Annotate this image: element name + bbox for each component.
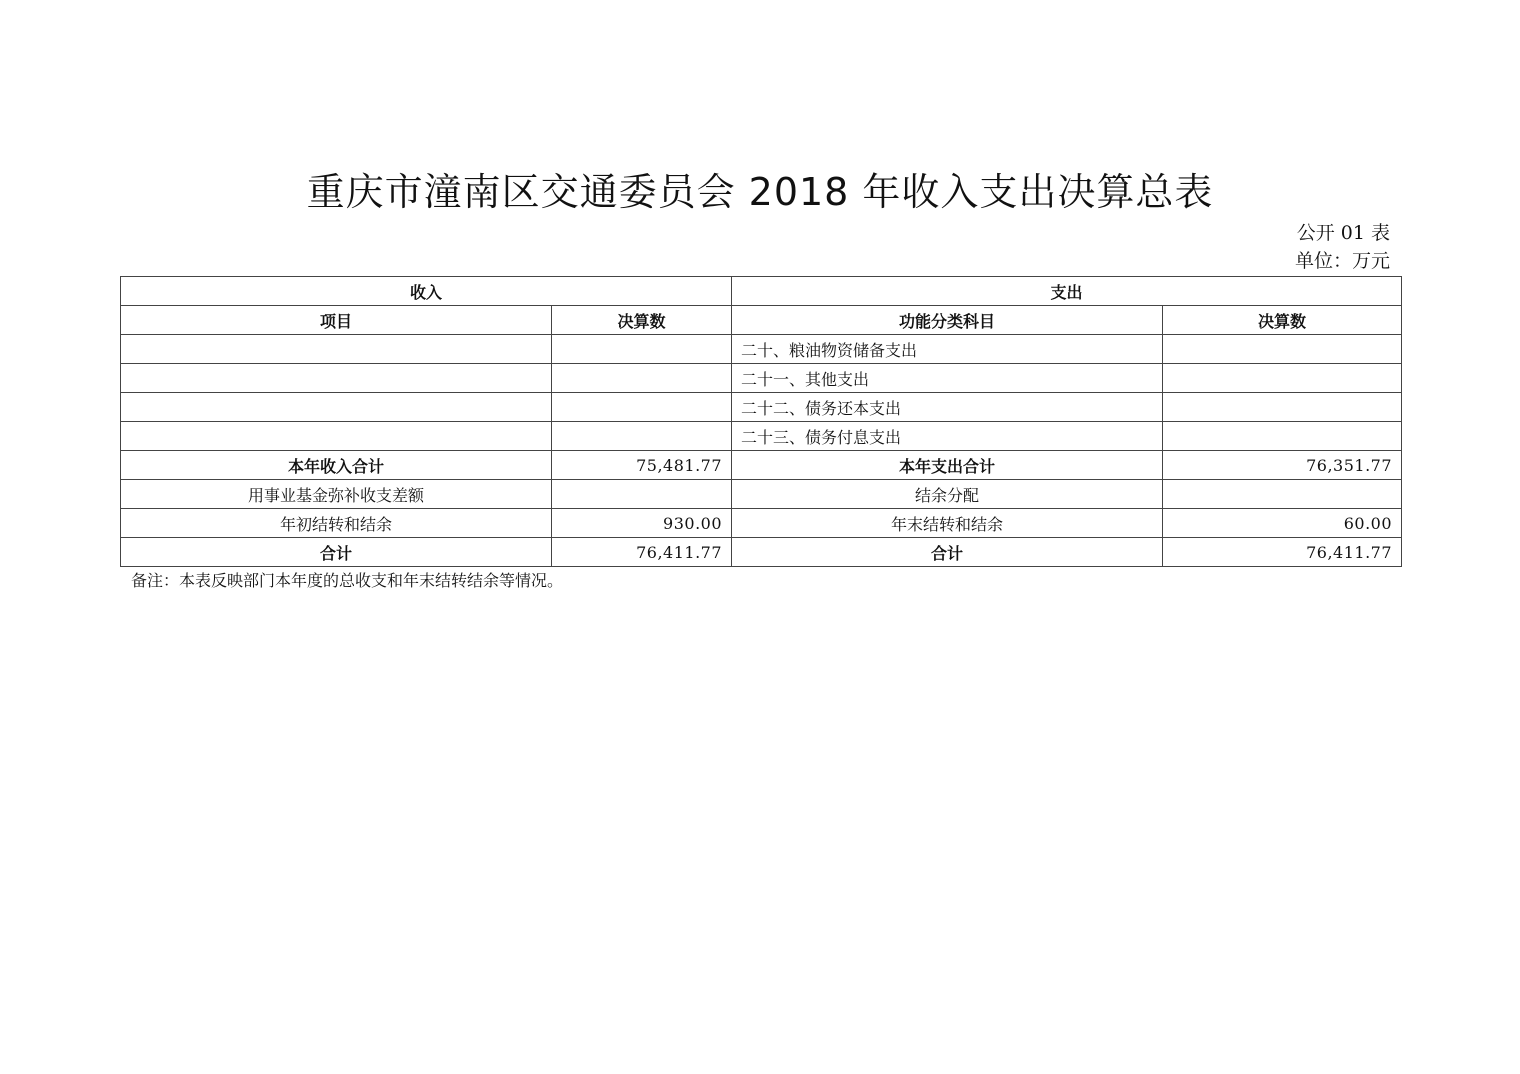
page-title: 重庆市潼南区交通委员会 2018 年收入支出决算总表 bbox=[306, 170, 1214, 214]
table-row bbox=[121, 364, 1402, 393]
income-expense-table bbox=[120, 276, 1402, 567]
fund-row bbox=[121, 480, 1402, 509]
fund-value bbox=[552, 480, 732, 509]
end-carryover-label: 年末结转和结余 bbox=[732, 509, 1163, 538]
end-carryover-value: 60.00 bbox=[1163, 509, 1402, 538]
column-header-expense-amount: 决算数 bbox=[1163, 306, 1402, 335]
grand-income-label: 合计 bbox=[121, 538, 552, 567]
begin-carryover-value: 930.00 bbox=[552, 509, 732, 538]
expense-item-cell: 二十三、债务付息支出 bbox=[732, 422, 1163, 451]
table-row bbox=[121, 335, 1402, 364]
annual-total-row bbox=[121, 451, 1402, 480]
table-code: 公开 01 表 bbox=[1296, 222, 1390, 244]
income-amount-cell bbox=[552, 364, 732, 393]
expense-amount-cell bbox=[1163, 335, 1402, 364]
fund-label: 用事业基金弥补收支差额 bbox=[121, 480, 552, 509]
expense-section-header: 支出 bbox=[732, 277, 1402, 306]
expense-item-cell: 二十、粮油物资储备支出 bbox=[732, 335, 1163, 364]
income-amount-cell bbox=[552, 393, 732, 422]
surplus-value bbox=[1163, 480, 1402, 509]
grand-income-value: 76,411.77 bbox=[552, 538, 732, 567]
column-header-item: 项目 bbox=[121, 306, 552, 335]
income-item-cell bbox=[121, 393, 552, 422]
table-column-header bbox=[121, 306, 1402, 335]
expense-item-cell: 二十二、债务还本支出 bbox=[732, 393, 1163, 422]
grand-total-row bbox=[121, 538, 1402, 567]
footnote: 备注：本表反映部门本年度的总收支和年末结转结余等情况。 bbox=[131, 571, 564, 590]
income-total-value: 75,481.77 bbox=[552, 451, 732, 480]
grand-expense-value: 76,411.77 bbox=[1163, 538, 1402, 567]
grand-expense-label: 合计 bbox=[732, 538, 1163, 567]
expense-amount-cell bbox=[1163, 422, 1402, 451]
income-item-cell bbox=[121, 364, 552, 393]
expense-total-label: 本年支出合计 bbox=[732, 451, 1163, 480]
table-row bbox=[121, 393, 1402, 422]
column-header-income-amount: 决算数 bbox=[552, 306, 732, 335]
expense-amount-cell bbox=[1163, 393, 1402, 422]
column-header-function-item: 功能分类科目 bbox=[732, 306, 1163, 335]
carryover-row bbox=[121, 509, 1402, 538]
unit-label: 单位：万元 bbox=[1294, 250, 1390, 272]
income-section-header: 收入 bbox=[121, 277, 732, 306]
expense-total-value: 76,351.77 bbox=[1163, 451, 1402, 480]
expense-item-cell: 二十一、其他支出 bbox=[732, 364, 1163, 393]
income-total-label: 本年收入合计 bbox=[121, 451, 552, 480]
table-row bbox=[121, 422, 1402, 451]
surplus-label: 结余分配 bbox=[732, 480, 1163, 509]
begin-carryover-label: 年初结转和结余 bbox=[121, 509, 552, 538]
income-item-cell bbox=[121, 422, 552, 451]
expense-amount-cell bbox=[1163, 364, 1402, 393]
table-section-header bbox=[121, 277, 1402, 306]
income-amount-cell bbox=[552, 335, 732, 364]
income-amount-cell bbox=[552, 422, 732, 451]
income-item-cell bbox=[121, 335, 552, 364]
